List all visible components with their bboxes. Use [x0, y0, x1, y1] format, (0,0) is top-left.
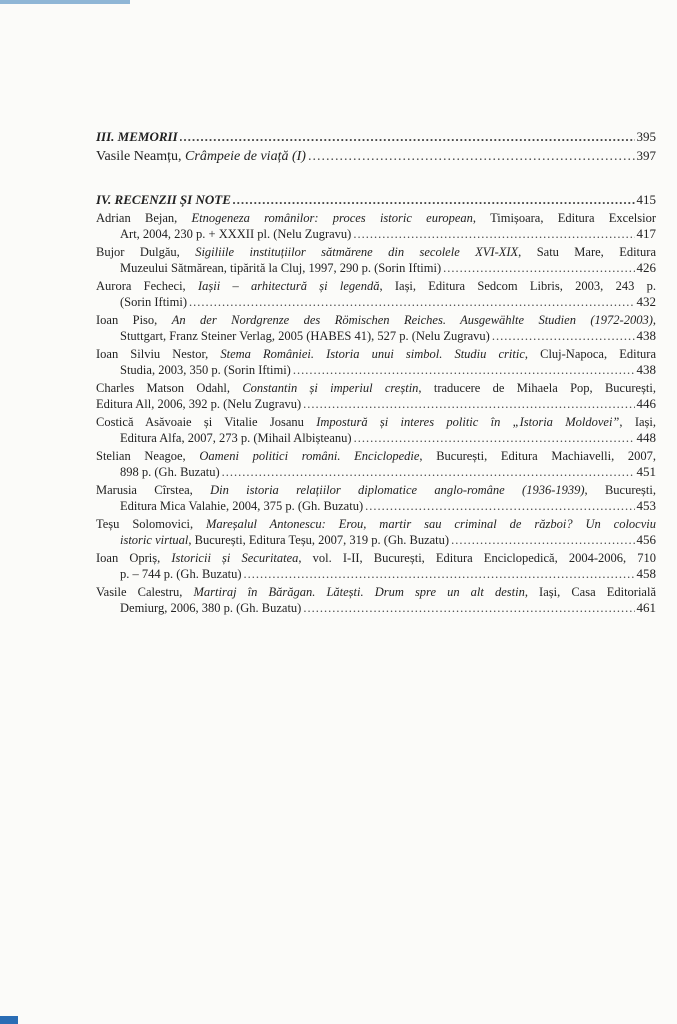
- review-line-1: [96, 550, 656, 566]
- review-line-2: [96, 226, 656, 242]
- review-title: An der Nordgrenze des Römischen Reiches. Ausgewählte Studien (1972-2003): [171, 313, 653, 327]
- review-title: Martiraj în Bărăgan. Lătești. Drum spre un alt destin: [193, 585, 525, 599]
- review-entry: [96, 312, 656, 344]
- toc-entry: [96, 147, 656, 165]
- review-details: , București,: [584, 483, 656, 497]
- dot-leader: [189, 294, 634, 310]
- section-title: III. MEMORII: [96, 129, 178, 144]
- review-title: Impostură și interes politic în „Istoria Moldovei”: [316, 415, 620, 429]
- review-details: , vol. I-II, București, Editura Enciclopedică, 2004-2006, 710: [298, 551, 656, 565]
- review-title: Sigiliile instituțiilor sătmărene din secolele XVI-XIX: [195, 245, 519, 259]
- dot-leader: [244, 566, 635, 582]
- dot-leader: [180, 128, 635, 145]
- review-line-1: [96, 380, 656, 396]
- entry-author: Vasile Neamțu,: [96, 149, 186, 164]
- dot-leader: [303, 396, 634, 412]
- page-number: 438: [636, 328, 656, 343]
- review-line-2: [96, 260, 656, 276]
- review-entry: [96, 482, 656, 514]
- review-entry: [96, 346, 656, 378]
- page-number: 448: [636, 430, 656, 445]
- review-entry: [96, 584, 656, 616]
- review-details: , Iași, Casa Editorială: [524, 585, 656, 599]
- review-publication: Stuttgart, Franz Steiner Verlag, 2005 (HABES 41), 527 p. (Nelu Zugravu): [120, 329, 490, 343]
- review-line-1: [96, 482, 656, 498]
- review-publication: Art, 2004, 230 p. + XXXII pl. (Nelu Zugravu): [120, 227, 352, 241]
- page-number: 461: [636, 600, 656, 615]
- review-line-2: [96, 600, 656, 616]
- review-title: Istoricii și Securitatea: [171, 551, 299, 565]
- review-publication: (Sorin Iftimi): [120, 295, 188, 309]
- review-publication: Studia, 2003, 350 p. (Sorin Iftimi): [120, 363, 291, 377]
- review-publication: Editura All, 2006, 392 p. (Nelu Zugravu): [96, 397, 302, 411]
- review-publication: , București, Editura Teșu, 2007, 319 p. (Gh. Buzatu): [188, 533, 450, 547]
- review-publication: Muzeului Sătmărean, tipărită la Cluj, 1997, 290 p. (Sorin Iftimi): [120, 261, 442, 275]
- dot-leader: [233, 191, 635, 208]
- review-publication: Editura Mica Valahie, 2004, 375 p. (Gh. Buzatu): [120, 499, 364, 513]
- review-details: , Cluj-Napoca, Editura: [524, 347, 657, 361]
- review-line-1: [96, 244, 656, 260]
- review-title: Stema României. Istoria unui simbol. Studiu critic: [220, 347, 525, 361]
- review-line-2: [96, 532, 656, 548]
- review-entry: [96, 278, 656, 310]
- page-number: 456: [636, 532, 656, 547]
- top-edge-accent: [0, 0, 130, 4]
- review-line-1: [96, 312, 656, 328]
- dot-leader: [354, 430, 635, 446]
- page-number: 453: [636, 498, 656, 513]
- review-line-2: [96, 396, 656, 412]
- review-author: Ioan Piso,: [96, 313, 172, 327]
- review-entry: [96, 380, 656, 412]
- review-entry: [96, 550, 656, 582]
- review-title: Oameni politici români. Enciclopedie: [199, 449, 420, 463]
- dot-leader: [451, 532, 634, 548]
- page-number: 446: [636, 396, 656, 411]
- page-number: 426: [636, 260, 656, 275]
- page-number: 417: [636, 226, 656, 241]
- review-author: Vasile Calestru,: [96, 585, 194, 599]
- review-author: Ioan Silviu Nestor,: [96, 347, 221, 361]
- dot-leader: [353, 226, 634, 242]
- dot-leader: [303, 600, 634, 616]
- review-author: Stelian Neagoe,: [96, 449, 200, 463]
- review-line-1: [96, 278, 656, 294]
- review-title-cont: istoric virtual: [120, 533, 189, 547]
- review-line-1: [96, 210, 656, 226]
- review-list: [96, 210, 656, 616]
- page-number: 397: [636, 148, 656, 163]
- review-details: , Satu Mare, Editura: [518, 245, 656, 259]
- dot-leader: [293, 362, 635, 378]
- page-number: 395: [636, 129, 656, 144]
- dot-leader: [365, 498, 634, 514]
- table-of-contents: [96, 128, 656, 618]
- review-line-2: [96, 362, 656, 378]
- review-publication: Demiurg, 2006, 380 p. (Gh. Buzatu): [120, 601, 302, 615]
- review-details: , București, Editura Machiavelli, 2007,: [419, 449, 656, 463]
- review-details: , Iași, Editura Sedcom Libris, 2003, 243 p.: [379, 279, 656, 293]
- review-entry: [96, 414, 656, 446]
- review-line-2: [96, 430, 656, 446]
- review-entry: [96, 210, 656, 242]
- dot-leader: [443, 260, 634, 276]
- review-publication: Editura Alfa, 2007, 273 p. (Mihail Albișteanu): [120, 431, 352, 445]
- section-title: IV. RECENZII ȘI NOTE: [96, 192, 231, 207]
- review-line-2: [96, 464, 656, 480]
- review-line-2: [96, 294, 656, 310]
- review-line-2: [96, 566, 656, 582]
- page-number: 458: [636, 566, 656, 581]
- review-details: , traducere de Mihaela Pop, București,: [418, 381, 657, 395]
- review-line-1: [96, 346, 656, 362]
- review-publication: p. – 744 p. (Gh. Buzatu): [120, 567, 242, 581]
- review-author: Costică Asăvoaie și Vitalie Josanu: [96, 415, 317, 429]
- review-line-1: [96, 414, 656, 430]
- dot-leader: [308, 148, 635, 165]
- review-author: Marusia Cîrstea,: [96, 483, 211, 497]
- review-author: Adrian Bejan,: [96, 211, 192, 225]
- page-number: 438: [636, 362, 656, 377]
- page-number: 432: [636, 294, 656, 309]
- section-memorii-heading: [96, 128, 656, 145]
- review-title: Iașii – arhitectură și legendă: [197, 279, 380, 293]
- review-title: Din istoria relațiilor diplomatice anglo-române (1936-1939): [210, 483, 585, 497]
- review-entry: [96, 448, 656, 480]
- review-publication: 898 p. (Gh. Buzatu): [120, 465, 220, 479]
- review-line-1: [96, 584, 656, 600]
- dot-leader: [492, 328, 635, 344]
- page-number: 451: [636, 464, 656, 479]
- review-title: Constantin și imperiul creștin: [242, 381, 419, 395]
- review-details: ,: [652, 313, 656, 327]
- section-recenzii-heading: [96, 191, 656, 208]
- review-author: Bujor Dulgău,: [96, 245, 196, 259]
- review-line-1: [96, 448, 656, 464]
- review-line-2: [96, 498, 656, 514]
- review-entry: [96, 244, 656, 276]
- page-number: 415: [636, 192, 656, 207]
- review-author: Charles Matson Odahl,: [96, 381, 243, 395]
- review-title: Etnogeneza românilor: proces istoric european: [191, 211, 473, 225]
- review-details: , Iași,: [619, 415, 656, 429]
- review-author: Teșu Solomovici,: [96, 517, 206, 531]
- review-line-2: [96, 328, 656, 344]
- dot-leader: [222, 464, 635, 480]
- review-line-1: [96, 516, 656, 532]
- review-details: , Timișoara, Editura Excelsior: [472, 211, 656, 225]
- entry-title: Crâmpeie de viață (I): [185, 149, 306, 164]
- review-author: Aurora Fecheci,: [96, 279, 198, 293]
- review-title: Mareșalul Antonescu: Erou, martir sau criminal de război? Un colocviu: [206, 517, 656, 531]
- review-author: Ioan Opriș,: [96, 551, 172, 565]
- review-entry: [96, 516, 656, 548]
- bottom-edge-accent: [0, 1016, 18, 1024]
